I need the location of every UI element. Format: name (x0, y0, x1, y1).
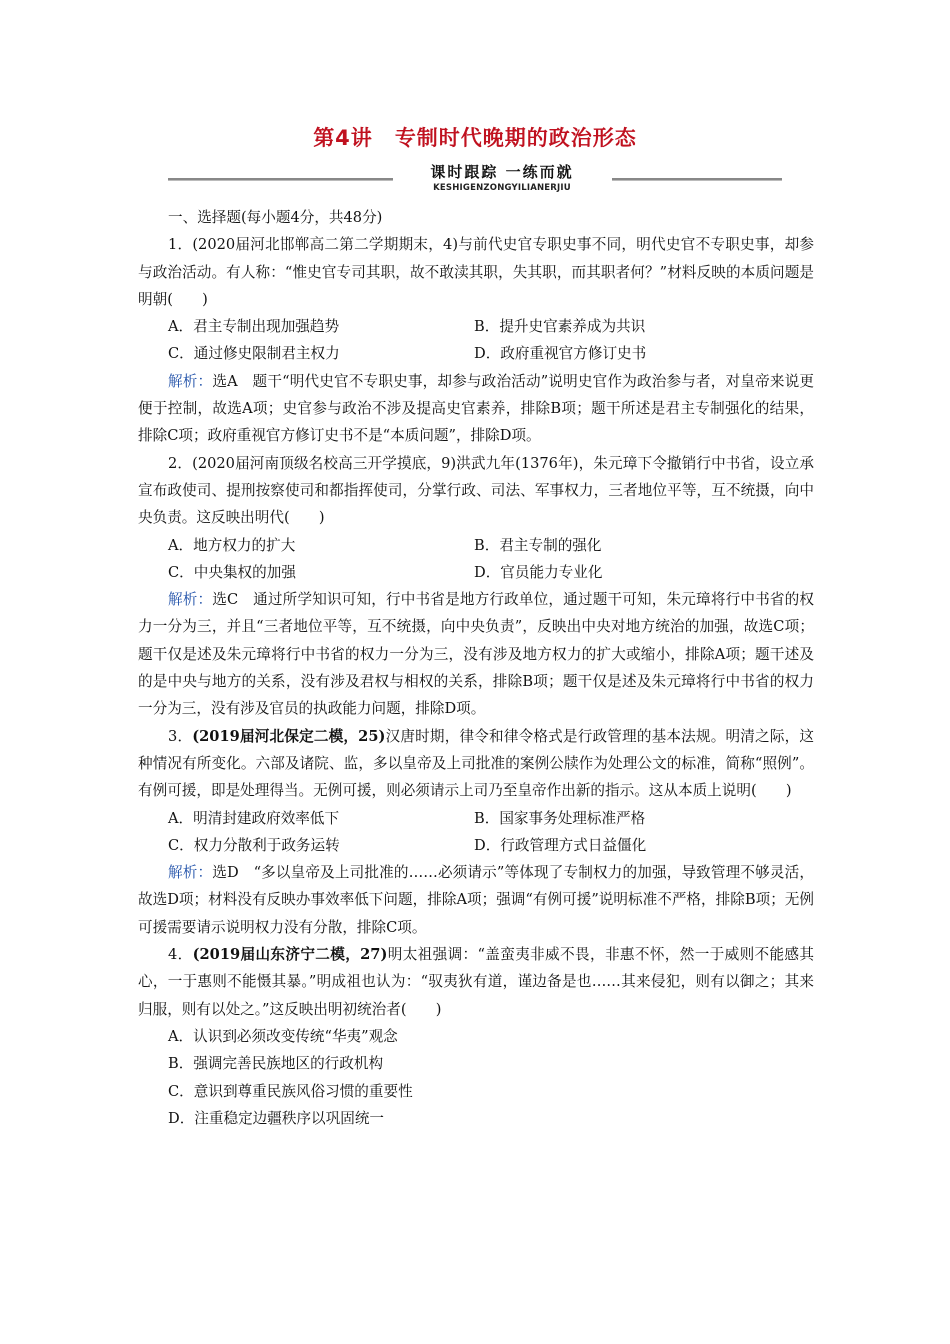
banner-tag-text: 一练而就 (505, 163, 574, 181)
question-1-options (138, 313, 814, 368)
option-c: C．通过修史限制君主权力 (168, 345, 340, 363)
section-banner (168, 160, 782, 196)
option-b: B．国家事务处理标准严格 (474, 809, 646, 827)
question-3-stem (138, 723, 814, 805)
page-title (0, 122, 950, 152)
question-body: 汉唐时期，律令和律令格式是行政管理的基本法规。明清之际，这种情况有所变化。六部及诸院、监，多以皇帝及上司批准的案例公牍作为处理公文的标准，简称“照例”。有例可援，即是处理得当。无例可援，则必须请示上司乃至皇帝作出新的指示。这从本质上说明( ) (138, 727, 814, 800)
option-b: B．强调完善民族地区的行政机构 (168, 1055, 384, 1073)
option-a: A．认识到必须改变传统“华夷”观念 (168, 1027, 398, 1045)
lecture-title: 专制时代晚期的政治形态 (394, 126, 637, 150)
option-d: D．官员能力专业化 (474, 563, 603, 581)
question-3-analysis (138, 859, 814, 941)
analysis-text: 选D “多以皇帝及上司批准的……必须请示”等体现了专制权力的加强，导致管理不够灵活，故选D项；材料没有反映办事效率低下问题，排除A项；强调“有例可援”说明标准不严格，排除B项；无例可援需要请示说明权力没有分散，排除C项。 (138, 864, 814, 936)
question-number: 4． (168, 946, 193, 964)
question-2-analysis (138, 586, 814, 722)
banner-title (394, 161, 610, 182)
section-heading: 一、选择题(每小题4分，共48分) (168, 209, 383, 226)
option-d: D．注重稳定边疆秩序以巩固统一 (168, 1109, 385, 1127)
question-source: (2019届山东济宁二模，27) (192, 946, 388, 964)
question-1-analysis (138, 368, 814, 450)
option-c: C．中央集权的加强 (168, 563, 296, 581)
option-c: C．意识到尊重民族风俗习惯的重要性 (168, 1082, 413, 1100)
question-2-stem: 2．(2020届河南顶级名校高三开学摸底，9)洪武九年(1376年)，朱元璋下令撤销行中书省，设立承宣布政使司、提刑按察使司和都指挥使司，分掌行政、司法、军事权力，三者地位平等，互不统摄，向中央负责。这反映出明代( ) (138, 454, 814, 527)
option-a: A．地方权力的扩大 (168, 536, 296, 554)
banner-pinyin: KESHIGENZONGYILIANERJIU (433, 183, 571, 193)
option-d: D．行政管理方式日益僵化 (474, 836, 647, 854)
option-a: A．明清封建政府效率低下 (168, 809, 340, 827)
analysis-label: 解析： (168, 591, 213, 609)
option-a: A．君主专制出现加强趋势 (168, 318, 340, 336)
analysis-label: 解析： (168, 864, 213, 882)
question-4-options (138, 1023, 814, 1132)
question-body: 明太祖强调：“盖蛮夷非威不畏，非惠不怀，然一于威则不能感其心，一于惠则不能慑其暴。”明成祖也认为：“驭夷狄有道，谨边备是也……其来侵犯，则有以御之；其来归服，则有以处之。”这反映出明初统治者( ) (138, 946, 814, 1018)
analysis-text: 选C 通过所学知识可知，行中书省是地方行政单位，通过题干可知，朱元璋将行中书省的权力一分为三，并且“三者地位平等，互不统摄，向中央负责”，反映出中央对地方统治的加强，故选C项；题干仅是述及朱元璋将行中书省的权力一分为三，没有涉及地方权力的扩大或缩小，排除A项；题干述及的是中央与地方的关系，没有涉及君权与相权的关系，排除B项；题干仅是述及朱元璋将行中书省的权力一分为三，没有涉及官员的执政能力问题，排除D项。 (138, 591, 814, 718)
question-3-options (138, 805, 814, 860)
option-c: C．权力分散利于政务运转 (168, 836, 340, 854)
lecture-number: 第4讲 (313, 126, 373, 150)
banner-main-text: 课时跟踪 (430, 163, 499, 181)
question-2-options (138, 532, 814, 587)
question-4-stem (138, 941, 814, 1023)
option-b: B．提升史官素养成为共识 (474, 318, 646, 336)
banner-rule-right (612, 178, 782, 181)
question-1-stem: 1．(2020届河北邯郸高二第二学期期末，4)与前代史官专职史事不同，明代史官不专职史事，却参与政治活动。有人称：“惟史官专司其职，故不敢渎其职，失其职，而其职者何？”材料反映的本质问题是明朝( ) (138, 236, 814, 308)
analysis-text: 选A 题干“明代史官不专职史事，却参与政治活动”说明史官作为政治参与者，对皇帝来说更便于控制，故选A项；史官参与政治不涉及提高史官素养，排除B项；题干所述是君主专制强化的结果，排除C项；政府重视官方修订史书不是“本质问题”，排除D项。 (138, 372, 814, 445)
analysis-label: 解析： (168, 372, 213, 390)
question-content (138, 204, 814, 1132)
question-source: (2019届河北保定二模，25) (192, 727, 386, 745)
option-d: D．政府重视官方修订史书 (474, 345, 647, 363)
banner-rule-left (168, 178, 393, 181)
question-number: 3． (168, 727, 193, 745)
option-b: B．君主专制的强化 (474, 536, 602, 554)
